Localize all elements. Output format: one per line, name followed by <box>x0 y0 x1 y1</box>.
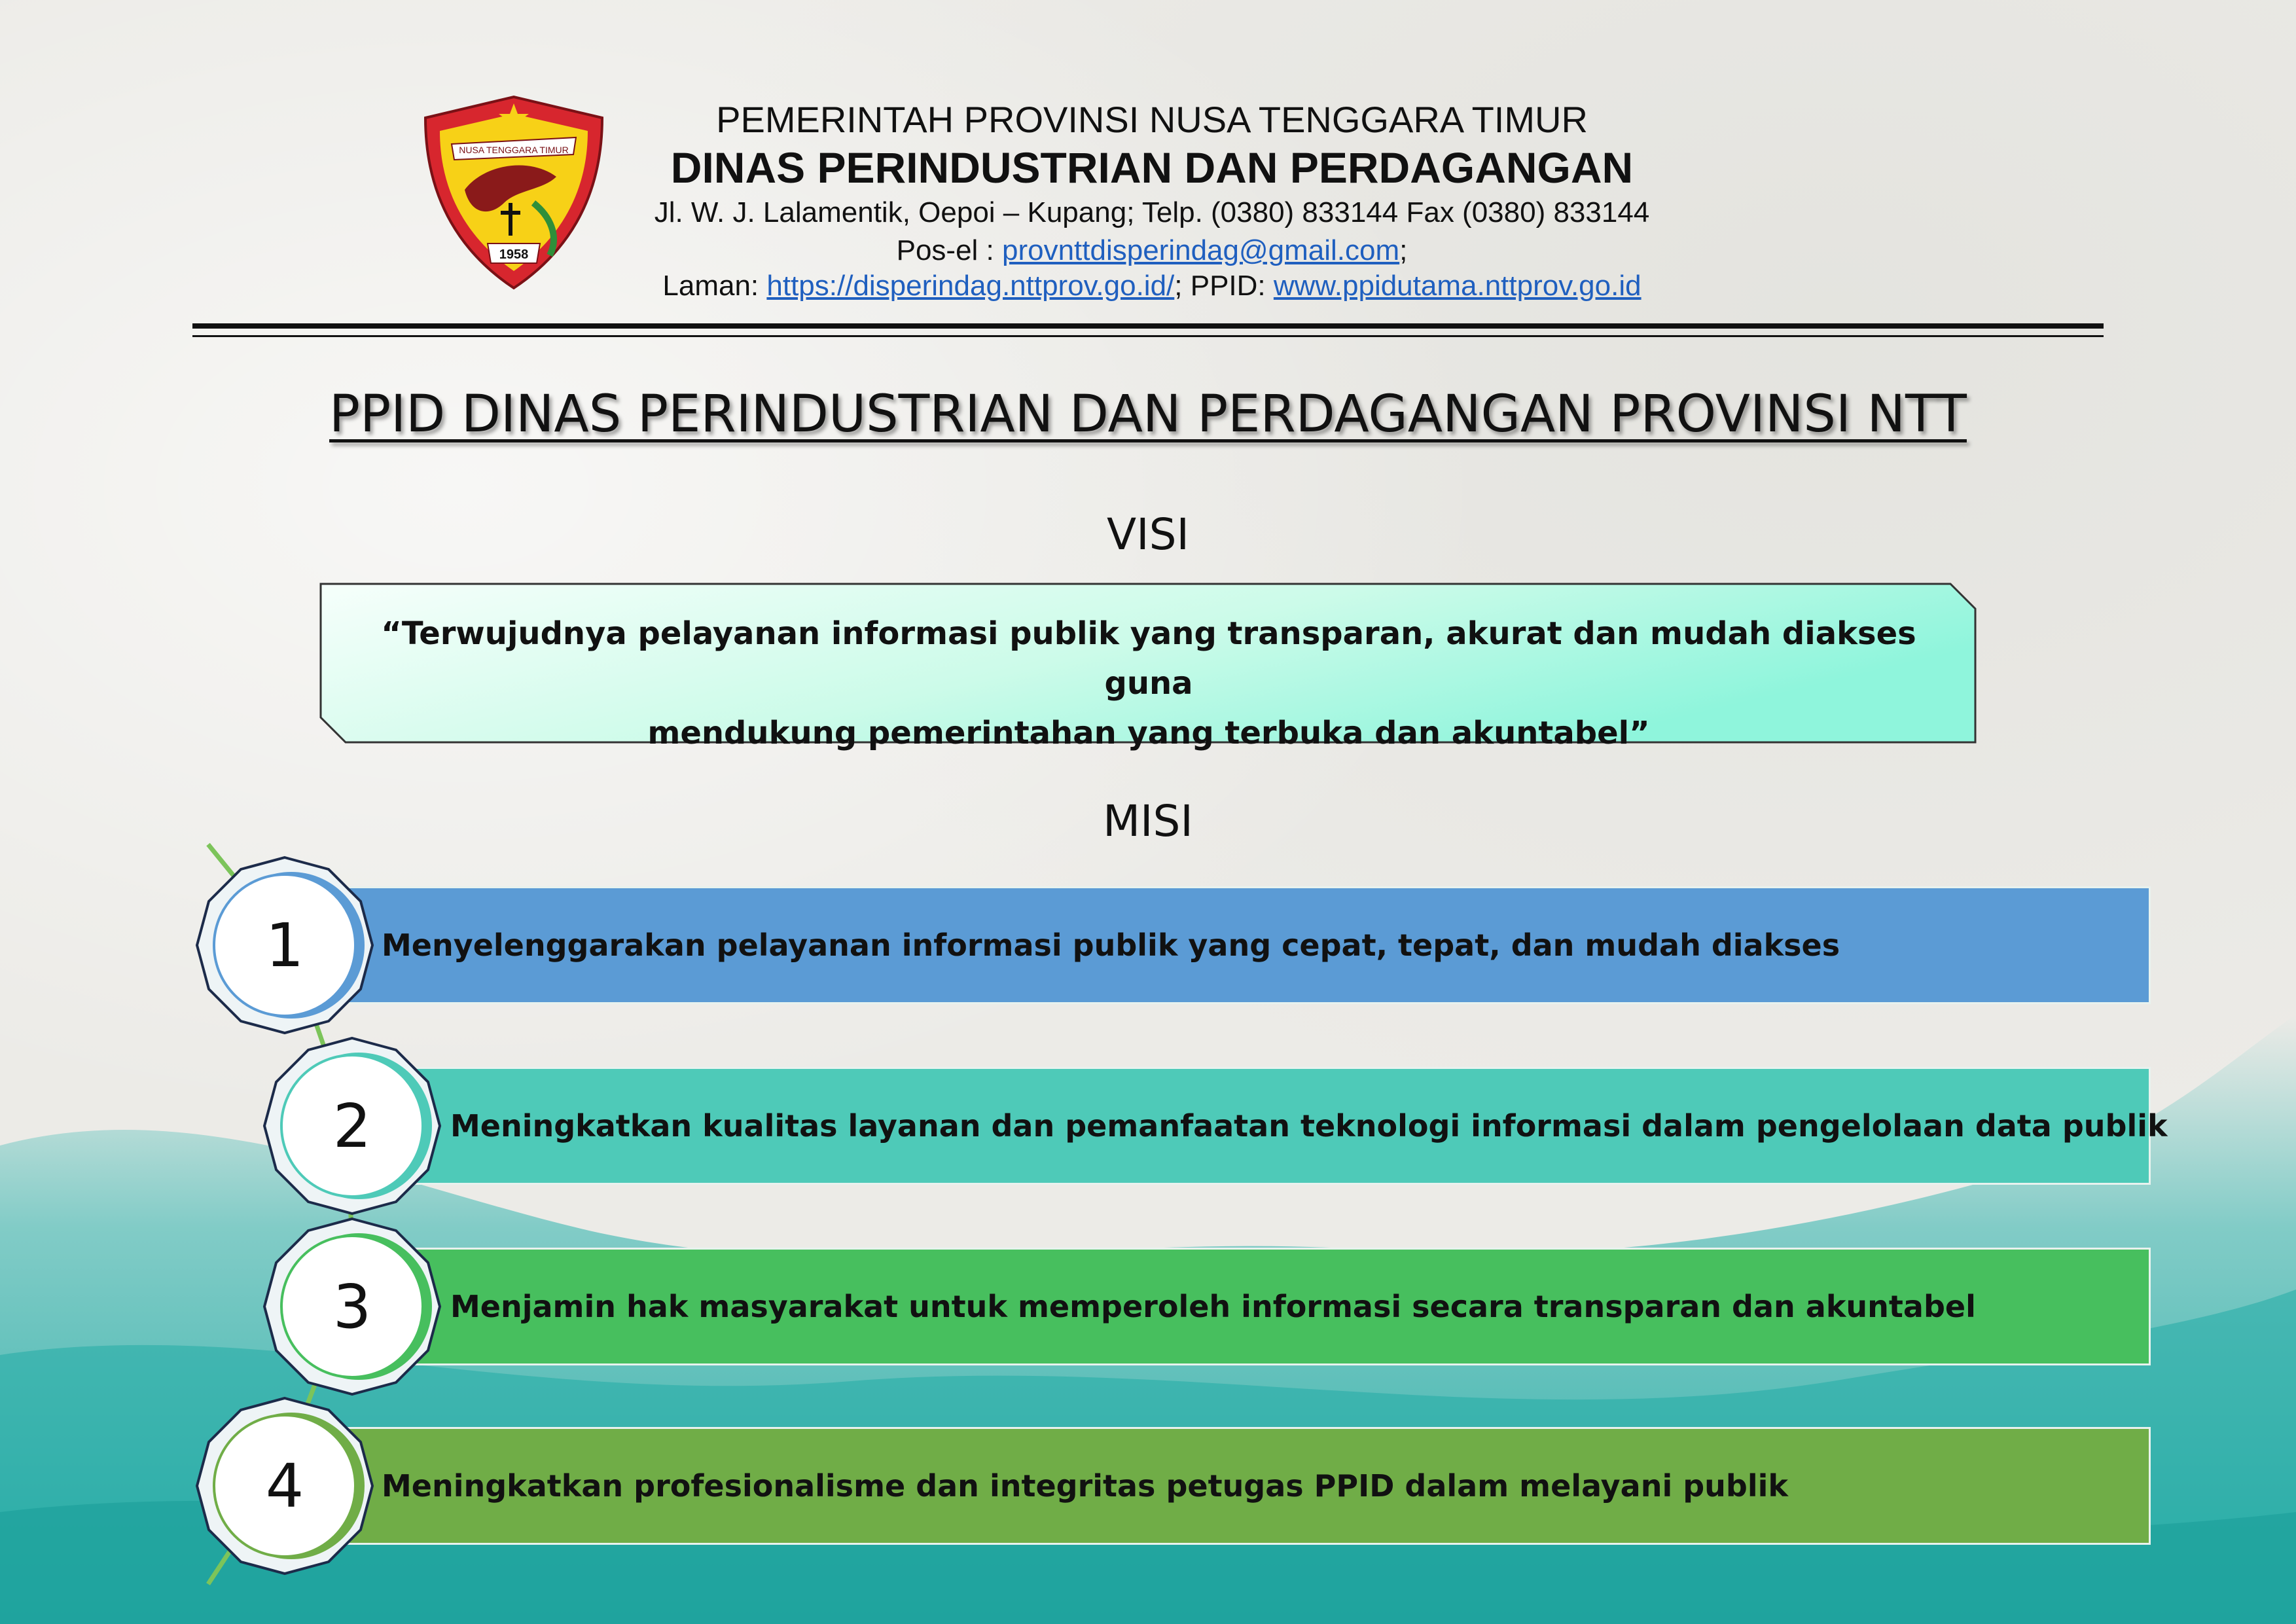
misi-number-1: 1 <box>265 910 304 981</box>
email-suffix: ; <box>1399 234 1408 266</box>
misi-item-3 <box>376 1248 2151 1365</box>
visi-line-1: “Terwujudnya pelayanan informasi publik yang transparan, akurat dan mudah diakses guna <box>381 615 1916 702</box>
page-title: PPID DINAS PERINDUSTRIAN DAN PERDAGANGAN PROVINSI NTT <box>329 385 1967 444</box>
email-label: Pos-el : <box>896 234 1002 266</box>
misi-item-1 <box>308 886 2151 1004</box>
misi-item-4 <box>308 1427 2151 1545</box>
web-label: Laman: <box>662 270 767 302</box>
letterhead-government: PEMERINTAH PROVINSI NUSA TENGGARA TIMUR <box>716 99 1588 140</box>
visi-line-2: mendukung pemerintahan yang terbuka dan akuntabel” <box>647 715 1650 751</box>
misi-text-1: Menyelenggarakan pelayanan informasi publik yang cepat, tepat, dan mudah diakses <box>382 928 1840 963</box>
misi-text-3: Menjamin hak masyarakat untuk memperoleh informasi secara transparan dan akuntabel <box>450 1289 1976 1324</box>
misi-number-2: 2 <box>332 1091 372 1161</box>
misi-number-3: 3 <box>332 1271 372 1342</box>
ppid-link[interactable]: www.ppidutama.nttprov.go.id <box>1273 270 1641 302</box>
letterhead-agency: DINAS PERINDUSTRIAN DAN PERDAGANGAN <box>670 143 1634 192</box>
letterhead-address: Jl. W. J. Lalamentik, Oepoi – Kupang; Telp. (0380) 833144 Fax (0380) 833144 <box>654 196 1650 228</box>
ppid-label: ; PPID: <box>1174 270 1274 302</box>
email-link[interactable]: provnttdisperindag@gmail.com <box>1001 234 1400 266</box>
misi-item-2 <box>376 1067 2168 1185</box>
website-link[interactable]: https://disperindag.nttprov.go.id/ <box>766 270 1175 302</box>
misi-number-badge-1 <box>193 854 376 1037</box>
misi-number-4: 4 <box>265 1451 304 1521</box>
misi-number-badge-2 <box>260 1034 444 1218</box>
misi-text-4: Meningkatkan profesionalisme dan integritas petugas PPID dalam melayani publik <box>382 1468 1788 1504</box>
logo-year: 1958 <box>499 247 529 262</box>
misi-heading: MISI <box>1103 796 1193 846</box>
logo-banner: NUSA TENGGARA TIMUR <box>459 145 569 155</box>
misi-number-badge-4 <box>193 1394 376 1578</box>
visi-heading: VISI <box>1107 509 1189 560</box>
misi-number-badge-3 <box>260 1215 444 1398</box>
misi-text-2: Meningkatkan kualitas layanan dan pemanfaatan teknologi informasi dalam pengelolaan data publik <box>450 1108 2168 1144</box>
